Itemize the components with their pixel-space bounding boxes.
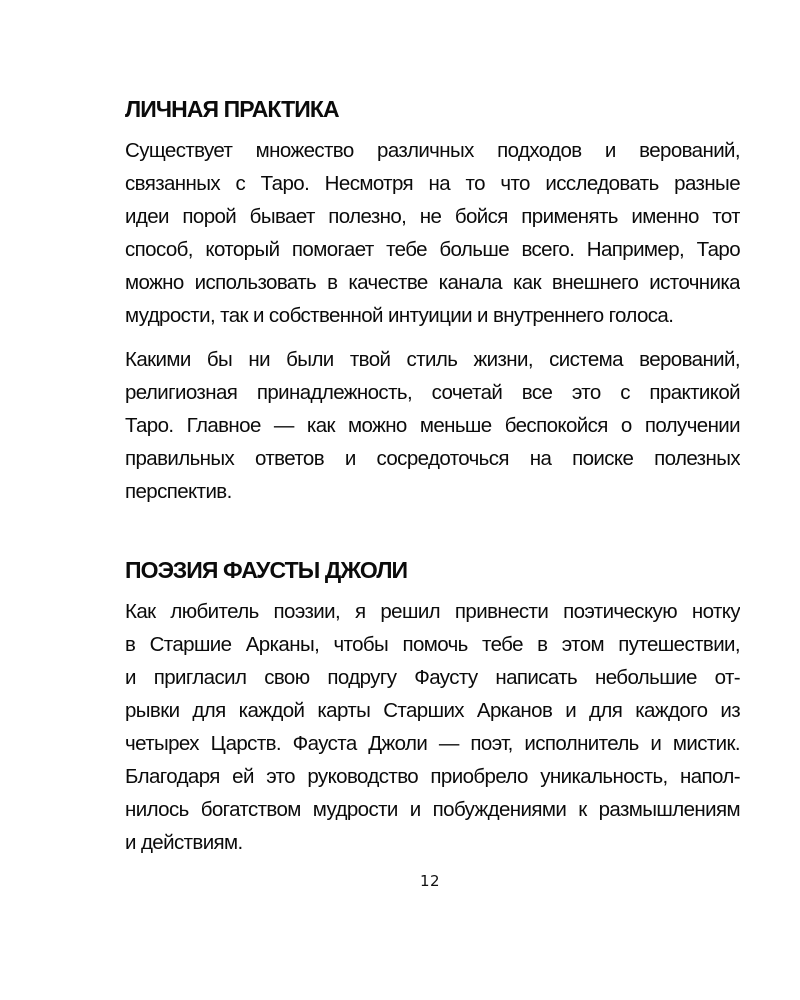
text-line: правильных ответов и сосредоточься на поиске полезных — [125, 447, 740, 470]
text-line: Существует множество различных подходов и верований, — [125, 139, 740, 162]
text-line: четырех Царств. Фауста Джоли — поэт, исполнитель и мистик. — [125, 732, 740, 755]
paragraph-approaches — [125, 134, 740, 332]
text-line: Таро. Главное — как можно меньше беспокойся о получении — [125, 414, 740, 437]
text-line: и действиям. — [125, 831, 243, 854]
section-heading-fausta-poetry: ПОЭЗИЯ ФАУСТЫ ДЖОЛИ — [125, 557, 408, 583]
section-heading-personal-practice: ЛИЧНАЯ ПРАКТИКА — [125, 96, 339, 122]
text-line: связанных с Таро. Несмотря на то что исследовать разные — [125, 172, 740, 195]
text-line: рывки для каждой карты Старших Арканов и для каждого из — [125, 699, 740, 722]
text-line: в Старшие Арканы, чтобы помочь тебе в этом путешествии, — [125, 633, 740, 656]
page-content — [125, 92, 740, 859]
text-line: идеи порой бывает полезно, не бойся применять именно тот — [125, 205, 740, 228]
text-line: можно использовать в качестве канала как внешнего источника — [125, 271, 740, 294]
text-line: мудрости, так и собственной интуиции и внутреннего голоса. — [125, 304, 674, 327]
text-line: Как любитель поэзии, я решил привнести поэтическую нотку — [125, 600, 740, 623]
paragraph-poetry — [125, 595, 740, 859]
text-line: нилось богатством мудрости и побуждениями к размышлениям — [125, 798, 740, 821]
text-line: способ, который помогает тебе больше всего. Например, Таро — [125, 238, 740, 261]
text-line: Какими бы ни были твой стиль жизни, система верований, — [125, 348, 740, 371]
text-line: религиозная принадлежность, сочетай все это с практикой — [125, 381, 740, 404]
text-line: перспектив. — [125, 480, 232, 503]
paragraph-lifestyle — [125, 343, 740, 508]
text-line: Благодаря ей это руководство приобрело уникальность, напол- — [125, 765, 740, 788]
page-number: 12 — [419, 872, 441, 890]
text-line: и пригласил свою подругу Фаусту написать небольшие от- — [125, 666, 740, 689]
